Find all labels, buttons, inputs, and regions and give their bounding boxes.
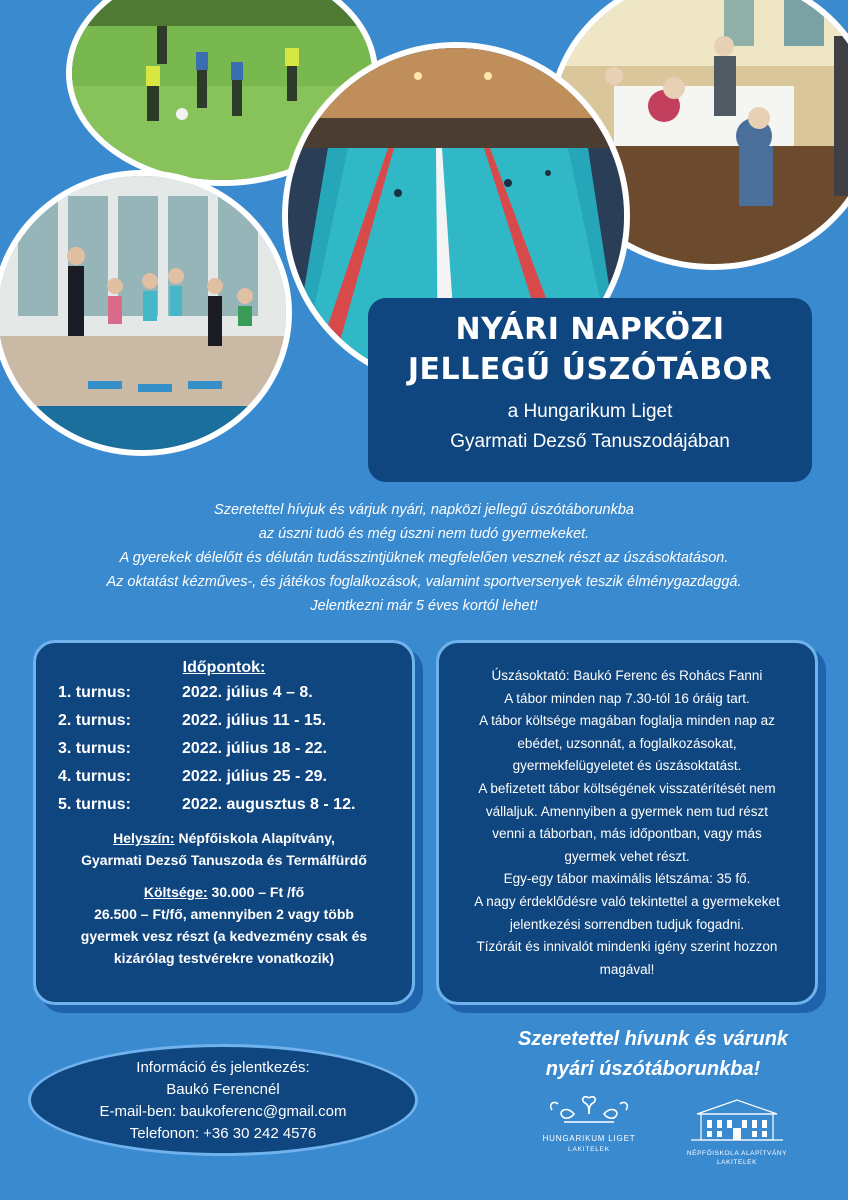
- schedule-row: [36, 735, 412, 763]
- hungarikum-logo-place: LAKITELEK: [568, 1146, 610, 1153]
- nepfoiskola-logo-name: NÉPFŐISKOLA ALAPÍTVÁNY: [686, 1150, 788, 1157]
- turn-dates: 2022. július 4 – 8.: [182, 684, 313, 701]
- intro-line: Az oktatást kézműves-, és játékos foglalkozások, valamint sportversenyek teszik élménygazdaggá.: [106, 574, 742, 590]
- contact-panel: [28, 1044, 418, 1156]
- details-line: vállaljuk. Amennyiben a gyermek nem tud részt: [485, 803, 769, 819]
- details-line: A nagy érdeklődésre való tekintettel a gyermekeket: [474, 893, 780, 909]
- details-line: Tízóráit és innivalót mindenki igény szerint hozzon: [476, 939, 778, 955]
- cost-line-3: gyermek vesz részt (a kedvezmény csak és: [80, 928, 368, 944]
- cost-line-4: kizárólag testvérekre vonatkozik): [113, 950, 335, 966]
- location-block: [36, 827, 412, 871]
- contact-phone[interactable]: Telefonon: +36 30 242 4576: [129, 1125, 317, 1142]
- schedule-row: [36, 791, 412, 819]
- page-title-line-2: JELLEGŰ ÚSZÓTÁBOR: [407, 352, 773, 387]
- ornament-icon: [544, 1092, 634, 1124]
- schedule-row: [36, 707, 412, 735]
- contact-email[interactable]: E-mail-ben: baukoferenc@gmail.com: [99, 1103, 347, 1120]
- turn-dates: 2022. július 18 - 22.: [182, 740, 327, 757]
- closing-line-2: nyári úszótáborunkba!: [545, 1058, 761, 1080]
- details-card: [436, 640, 818, 1005]
- turn-label: 1. turnus:: [58, 684, 131, 701]
- closing-line-1: Szeretettel hívunk és várunk: [517, 1028, 789, 1050]
- details-line: magával!: [599, 961, 655, 977]
- location-label: Helyszín:: [113, 830, 175, 846]
- details-line: gyermekfelügyeletet és úszásoktatást.: [512, 758, 742, 774]
- schedule-row: [36, 763, 412, 791]
- contact-heading: Információ és jelentkezés:: [136, 1059, 310, 1076]
- turn-dates: 2022. augusztus 8 - 12.: [182, 796, 356, 813]
- details-text: [439, 643, 815, 981]
- details-line: ebédet, uzsonnát, a foglalkozásokat,: [517, 735, 737, 751]
- turn-label: 3. turnus:: [58, 740, 131, 757]
- details-line: A tábor költsége magában foglalja minden nap az: [479, 713, 775, 729]
- building-icon: [689, 1096, 785, 1144]
- details-line: Úszásoktató: Baukó Ferenc és Rohács Fanni: [491, 668, 763, 683]
- location-line-2: Gyarmati Dezső Tanuszoda és Termálfürdő: [81, 852, 367, 868]
- nepfoiskola-logo-place: LAKITELEK: [716, 1159, 758, 1166]
- cost-label: Költsége:: [143, 884, 208, 900]
- details-line: Egy-egy tábor maximális létszáma: 35 fő.: [503, 871, 751, 887]
- turn-label: 2. turnus:: [58, 712, 131, 729]
- intro-paragraph: [20, 498, 828, 618]
- schedule-row: [36, 679, 412, 707]
- details-line: gyermek vehet részt.: [564, 848, 690, 864]
- nepfoiskola-alapitvany-logo: [670, 1096, 804, 1167]
- cost-line-2: 26.500 – Ft/fő, amennyiben 2 vagy több: [94, 906, 354, 922]
- turn-label: 5. turnus:: [58, 796, 131, 813]
- turn-dates: 2022. július 11 - 15.: [182, 712, 327, 729]
- details-line: A befizetett tábor költségének visszatérítését nem: [478, 780, 776, 796]
- details-line: A tábor minden nap 7.30-tól 16 óráig tart.: [504, 690, 750, 706]
- schedule-card: [33, 640, 415, 1005]
- title-panel: [368, 298, 812, 482]
- contact-name: Baukó Ferencnél: [166, 1081, 280, 1098]
- details-line: jelentkezési sorrendben tudjuk fogadni.: [509, 916, 745, 932]
- cost-block: [36, 881, 412, 969]
- location-line-1: Népfőiskola Alapítvány,: [174, 830, 335, 846]
- page-subtitle-line-1: a Hungarikum Liget: [507, 401, 673, 422]
- intro-line: Jelentkezni már 5 éves kortól lehet!: [310, 598, 538, 614]
- hungarikum-liget-logo: [518, 1092, 660, 1155]
- turn-dates: 2022. július 25 - 29.: [182, 768, 327, 785]
- schedule-heading: Időpontok:: [182, 659, 266, 676]
- page-title-line-1: NYÁRI NAPKÖZI: [455, 312, 725, 347]
- hungarikum-logo-name: HUNGARIKUM LIGET: [542, 1134, 636, 1143]
- photo-kids-at-poolside: [0, 170, 292, 456]
- intro-line: Szeretettel hívjuk és várjuk nyári, napközi jellegű úszótáborunkba: [214, 502, 634, 518]
- page-subtitle-line-2: Gyarmati Dezső Tanuszodájában: [450, 431, 730, 452]
- closing-slogan: [472, 1024, 834, 1084]
- details-line: venni a táborban, más időpontban, vagy más: [492, 826, 762, 842]
- intro-line: az úszni tudó és még úszni nem tudó gyermekeket.: [258, 526, 590, 542]
- turn-label: 4. turnus:: [58, 768, 131, 785]
- intro-line: A gyerekek délelőtt és délután tudásszintjüknek megfelelően vesznek részt az úszásoktatáson.: [119, 550, 729, 566]
- cost-line-1: 30.000 – Ft /fő: [207, 884, 305, 900]
